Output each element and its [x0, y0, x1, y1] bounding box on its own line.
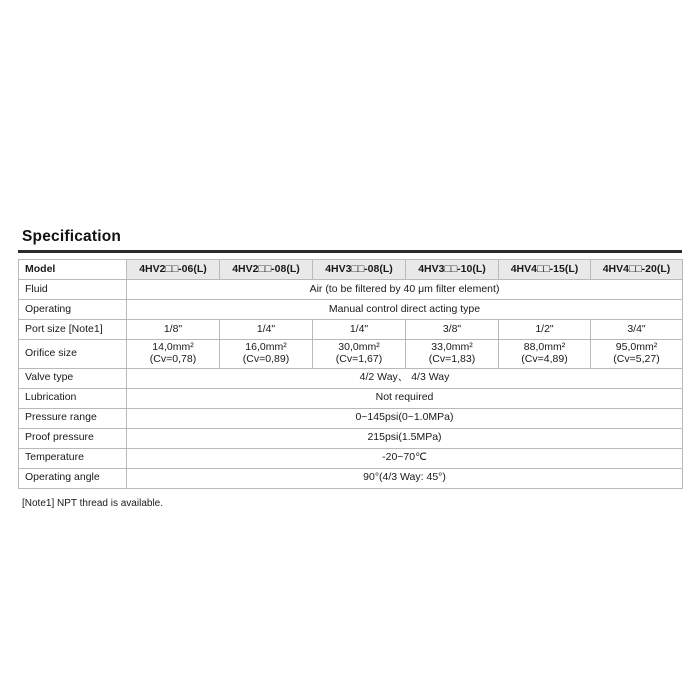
row-label-port-size: Port size [Note1]	[19, 320, 127, 340]
row-label-valve-type: Valve type	[19, 368, 127, 388]
orifice-area-2: 16,0mm²	[245, 341, 287, 353]
table-row	[19, 448, 683, 468]
row-value-orifice-size-6	[591, 340, 683, 369]
table-row	[19, 428, 683, 448]
row-value-port-size-6: 3/4"	[591, 320, 683, 340]
table-row	[19, 408, 683, 428]
orifice-cv-2: (Cv=0,89)	[242, 352, 290, 365]
table-row	[19, 280, 683, 300]
row-label-operating: Operating	[19, 300, 127, 320]
row-value-orifice-size-2	[220, 340, 313, 369]
specification-table	[18, 259, 683, 489]
column-header-model-6: 4HV4□□-20(L)	[591, 260, 683, 280]
row-label-pressure-range: Pressure range	[19, 408, 127, 428]
row-value-port-size-2: 1/4"	[220, 320, 313, 340]
row-value-port-size-3: 1/4"	[313, 320, 406, 340]
table-header-row	[19, 260, 683, 280]
row-value-operating-angle: 90°(4/3 Way: 45°)	[127, 468, 683, 488]
orifice-area-5: 88,0mm²	[523, 341, 566, 353]
row-label-operating-angle: Operating angle	[19, 468, 127, 488]
orifice-cv-6: (Cv=5,27)	[613, 352, 660, 365]
orifice-area-3: 30,0mm²	[338, 341, 380, 353]
row-value-port-size-4: 3/8"	[406, 320, 499, 340]
column-header-model-4: 4HV3□□-10(L)	[406, 260, 499, 280]
row-label-lubrication: Lubrication	[19, 388, 127, 408]
row-label-fluid: Fluid	[19, 280, 127, 300]
table-row	[19, 368, 683, 388]
page-title: Specification	[22, 228, 122, 245]
row-value-proof-pressure: 215psi(1.5MPa)	[127, 428, 683, 448]
row-value-fluid: Air (to be filtered by 40 μm filter element)	[127, 280, 683, 300]
orifice-area-4: 33,0mm²	[431, 341, 473, 353]
table-row	[19, 388, 683, 408]
orifice-cv-3: (Cv=1,67)	[335, 352, 383, 365]
orifice-cv-5: (Cv=4,89)	[521, 352, 568, 365]
column-header-model-1: 4HV2□□-06(L)	[127, 260, 220, 280]
row-value-temperature: -20~70℃	[127, 448, 683, 468]
row-value-pressure-range: 0~145psi(0~1.0MPa)	[127, 408, 683, 428]
row-value-port-size-1: 1/8"	[127, 320, 220, 340]
table-row	[19, 468, 683, 488]
row-value-orifice-size-3	[313, 340, 406, 369]
row-value-valve-type: 4/2 Way、 4/3 Way	[127, 368, 683, 388]
column-header-model-2: 4HV2□□-08(L)	[220, 260, 313, 280]
row-value-orifice-size-4	[406, 340, 499, 369]
column-header-model-3: 4HV3□□-08(L)	[313, 260, 406, 280]
row-label-orifice-size: Orifice size	[19, 340, 127, 369]
table-row	[19, 320, 683, 340]
row-label-temperature: Temperature	[19, 448, 127, 468]
row-label-proof-pressure: Proof pressure	[19, 428, 127, 448]
row-value-operating: Manual control direct acting type	[127, 300, 683, 320]
row-value-lubrication: Not required	[127, 388, 683, 408]
title-underline	[18, 250, 682, 253]
row-value-orifice-size-5	[499, 340, 591, 369]
table-row	[19, 340, 683, 369]
column-header-model: Model	[19, 260, 127, 280]
specification-sheet	[18, 228, 682, 509]
footnote: [Note1] NPT thread is available.	[22, 497, 164, 509]
table-row	[19, 300, 683, 320]
orifice-cv-4: (Cv=1,83)	[428, 352, 476, 365]
column-header-model-5: 4HV4□□-15(L)	[499, 260, 591, 280]
orifice-area-1: 14,0mm²	[152, 341, 194, 353]
orifice-cv-1: (Cv=0,78)	[149, 352, 197, 365]
row-value-orifice-size-1	[127, 340, 220, 369]
orifice-area-6: 95,0mm²	[615, 341, 658, 353]
row-value-port-size-5: 1/2"	[499, 320, 591, 340]
